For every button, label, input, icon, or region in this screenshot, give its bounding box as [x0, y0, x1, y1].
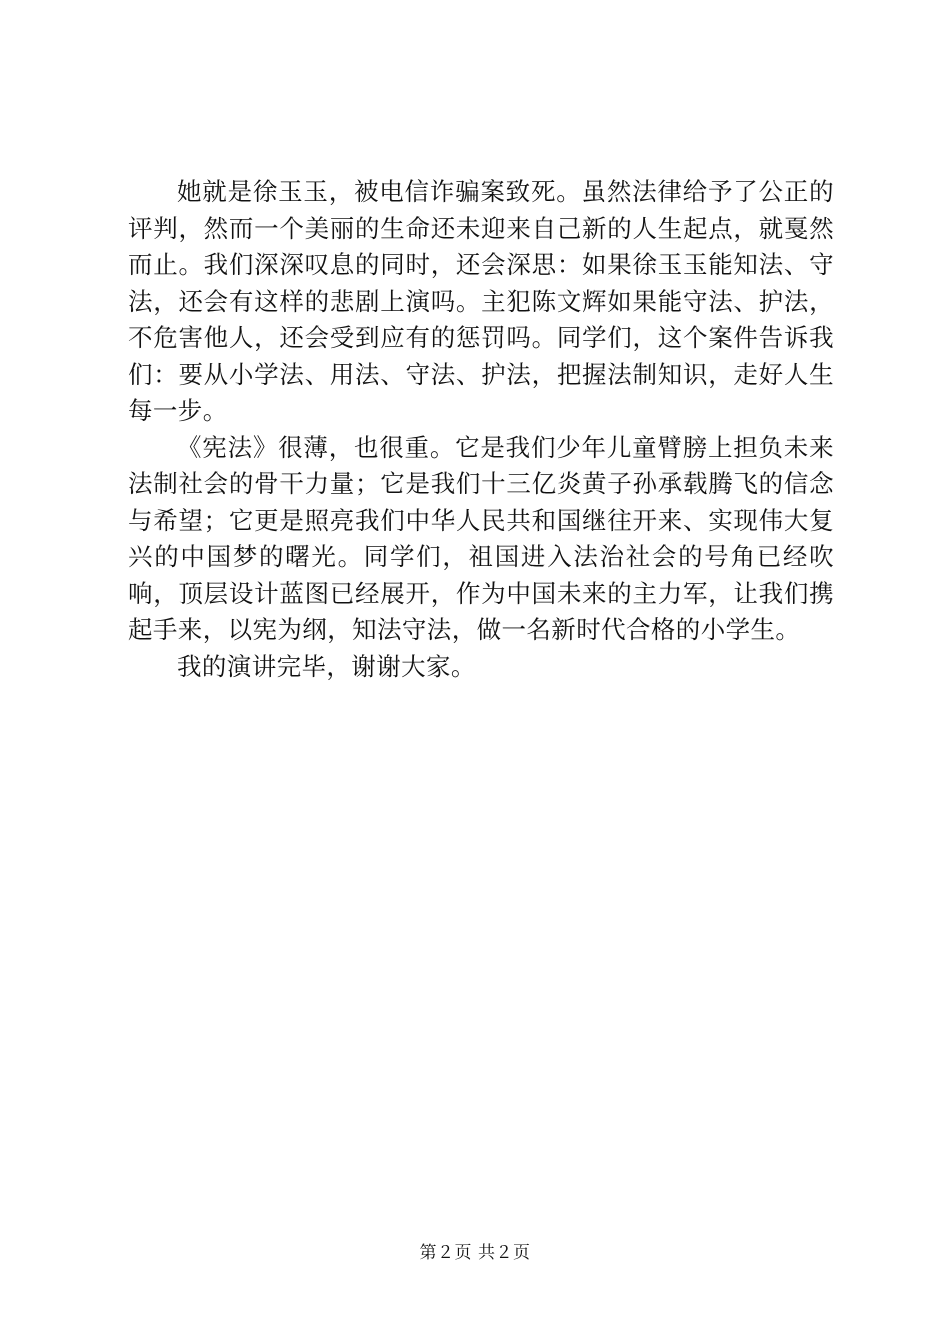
paragraph-case-story: 她就是徐玉玉，被电信诈骗案致死。虽然法律给予了公正的评判，然而一个美丽的生命还未迎来自己新的人生起点，就戛然而止。我们深深叹息的同时，还会深思：如果徐玉玉能知法、守法，还会有这样的悲剧上演吗。主犯陈文辉如果能守法、护法，不危害他人，还会受到应有的惩罚吗。同学们，这个案件告诉我们：要从小学法、用法、守法、护法，把握法制知识，走好人生每一步。: [128, 177, 834, 425]
paragraph-constitution: 《宪法》很薄，也很重。它是我们少年儿童臂膀上担负未来法制社会的骨干力量；它是我们十三亿炎黄子孙承载腾飞的信念与希望；它更是照亮我们中华人民共和国继往开来、实现伟大复兴的中国梦的曙光。同学们，祖国进入法治社会的号角已经吹响，顶层设计蓝图已经展开，作为中国未来的主力军，让我们携起手来，以宪为纲，知法守法，做一名新时代合格的小学生。: [128, 432, 834, 644]
document-body: [128, 174, 834, 685]
page-number-label: 第２页 共２页: [419, 1243, 531, 1263]
page-footer: [0, 1242, 950, 1264]
paragraph-closing: 我的演讲完毕，谢谢大家。: [177, 651, 476, 681]
